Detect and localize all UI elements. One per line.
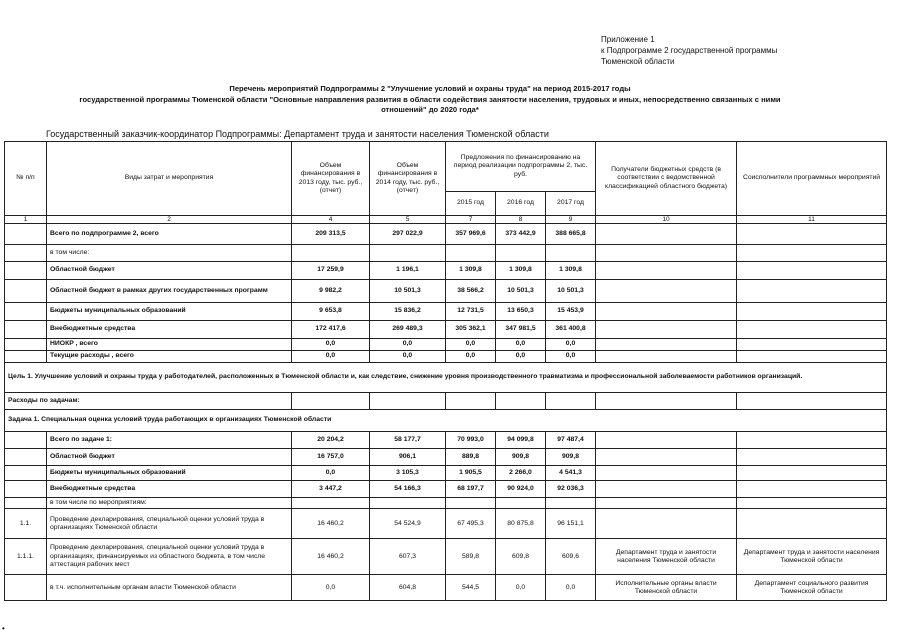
row-number (5, 280, 47, 303)
index-cell: 5 (370, 216, 446, 224)
executor: Департамент социального развития Тюменской области (737, 575, 887, 601)
value-2013: 3 447,2 (292, 481, 370, 498)
row-number (5, 321, 47, 339)
value-2014: 0,0 (370, 339, 446, 351)
index-cell: 11 (737, 216, 887, 224)
row-name: Областной бюджет в рамках других государственных программ (47, 280, 292, 303)
value-2017: 361 400,8 (546, 321, 596, 339)
value-2015 (446, 498, 496, 509)
value-2015: 889,8 (446, 449, 496, 466)
value-2013: 16 460,2 (292, 509, 370, 539)
value-2016: 347 981,5 (496, 321, 546, 339)
value-2013: 16 460,2 (292, 539, 370, 575)
value-2017: 92 036,3 (546, 481, 596, 498)
row-name: Бюджеты муниципальных образований (47, 303, 292, 321)
value-2015: 38 566,2 (446, 280, 496, 303)
value-2017: 4 541,3 (546, 466, 596, 481)
value-2015: 12 731,5 (446, 303, 496, 321)
value-2015: 0,0 (446, 351, 496, 363)
index-cell: 8 (496, 216, 546, 224)
value-2013: 0,0 (292, 339, 370, 351)
row-number: 1.1. (5, 509, 47, 539)
table-row (5, 466, 887, 481)
recipient (596, 449, 737, 466)
value-2016 (496, 498, 546, 509)
recipient (596, 339, 737, 351)
value-2016: 0,0 (496, 575, 546, 601)
executor (737, 321, 887, 339)
value-2014: 607,3 (370, 539, 446, 575)
table-cell (370, 393, 446, 410)
recipient (596, 280, 737, 303)
executor: Департамент труда и занятости населения Тюменской области (737, 539, 887, 575)
value-2013 (292, 245, 370, 262)
value-2016: 13 650,3 (496, 303, 546, 321)
value-2015: 1 905,5 (446, 466, 496, 481)
value-2016: 909,8 (496, 449, 546, 466)
table-row (5, 351, 887, 363)
row-number (5, 432, 47, 449)
value-2015: 67 495,3 (446, 509, 496, 539)
header-proposal: Предложения по финансированию на период реализации подпрограммы 2, тыс. руб. (446, 142, 596, 192)
header-recipients: Получатели бюджетных средств (в соответствии с ведомственной классификацией областного бюджета) (596, 142, 737, 216)
value-2017: 96 151,1 (546, 509, 596, 539)
appendix-line: к Подпрограмме 2 государственной программы (601, 46, 778, 55)
value-2013: 209 313,5 (292, 224, 370, 245)
row-name: Всего по подпрограмме 2, всего (47, 224, 292, 245)
value-2016: 0,0 (496, 351, 546, 363)
row-number (5, 575, 47, 601)
value-2014: 3 105,3 (370, 466, 446, 481)
value-2016: 1 309,8 (496, 262, 546, 280)
row-number (5, 339, 47, 351)
value-2013: 20 204,2 (292, 432, 370, 449)
executor (737, 224, 887, 245)
index-cell: 4 (292, 216, 370, 224)
appendix-note (601, 34, 777, 67)
appendix-line: Приложение 1 (601, 35, 655, 44)
value-2014: 297 022,9 (370, 224, 446, 245)
value-2013: 17 259,9 (292, 262, 370, 280)
value-2014: 15 836,2 (370, 303, 446, 321)
value-2017: 97 487,4 (546, 432, 596, 449)
margin-mark: • (2, 624, 5, 633)
table-cell (596, 393, 737, 410)
value-2014 (370, 245, 446, 262)
row-number: 1.1.1. (5, 539, 47, 575)
value-2015: 68 197,7 (446, 481, 496, 498)
value-2017: 1 309,8 (546, 262, 596, 280)
recipient (596, 498, 737, 509)
table-cell (292, 393, 370, 410)
row-number (5, 498, 47, 509)
row-name: Проведение декларирования, специальной оценки условий труда в организациях, финансируемых из областного бюджета, в том числе аттестация рабочих мест (47, 539, 292, 575)
executor (737, 303, 887, 321)
table-cell (737, 393, 887, 410)
table-row (5, 509, 887, 539)
executor (737, 509, 887, 539)
recipient (596, 321, 737, 339)
title-line: отношений" до 2020 года* (381, 105, 479, 114)
header-vol-2014: Объем финансирования в 2014 году, тыс. руб., (отчет) (370, 142, 446, 216)
row-number (5, 481, 47, 498)
value-2017: 609,6 (546, 539, 596, 575)
header-num: № п/п (5, 142, 47, 216)
executor (737, 280, 887, 303)
value-2016: 94 099,8 (496, 432, 546, 449)
table-row (5, 224, 887, 245)
recipient (596, 432, 737, 449)
index-cell: 1 (5, 216, 47, 224)
value-2017: 10 501,3 (546, 280, 596, 303)
value-2017: 15 453,9 (546, 303, 596, 321)
executor (737, 262, 887, 280)
index-cell: 9 (546, 216, 596, 224)
recipient (596, 262, 737, 280)
recipient (596, 466, 737, 481)
value-2015: 305 362,1 (446, 321, 496, 339)
table-cell (546, 393, 596, 410)
value-2016: 80 875,8 (496, 509, 546, 539)
value-2015: 544,5 (446, 575, 496, 601)
value-2016: 90 924,0 (496, 481, 546, 498)
index-cell: 2 (47, 216, 292, 224)
recipient: Исполнительные органы власти Тюменской области (596, 575, 737, 601)
value-2013: 9 982,2 (292, 280, 370, 303)
value-2014 (370, 498, 446, 509)
value-2014: 0,0 (370, 351, 446, 363)
recipient (596, 509, 737, 539)
value-2013 (292, 498, 370, 509)
table-row (5, 449, 887, 466)
header-types: Виды затрат и мероприятия (47, 142, 292, 216)
recipient (596, 351, 737, 363)
value-2015 (446, 245, 496, 262)
expenses-by-task-label: Расходы по задачам: (5, 393, 292, 410)
value-2016: 609,8 (496, 539, 546, 575)
header-2017: 2017 год (546, 192, 596, 216)
table-cell (496, 393, 546, 410)
row-name: Внебюджетные средства (47, 321, 292, 339)
value-2016 (496, 245, 546, 262)
row-name: Областной бюджет (47, 449, 292, 466)
index-cell: 10 (596, 216, 737, 224)
row-name: в т.ч. исполнительным органам власти Тюменской области (47, 575, 292, 601)
header-vol-2013: Объем финансирования в 2013 году, тыс. руб., (отчет) (292, 142, 370, 216)
value-2017: 0,0 (546, 575, 596, 601)
executor (737, 432, 887, 449)
recipient (596, 481, 737, 498)
value-2014: 269 489,3 (370, 321, 446, 339)
value-2017: 909,8 (546, 449, 596, 466)
row-name: в том числе: (47, 245, 292, 262)
value-2017 (546, 245, 596, 262)
value-2013: 0,0 (292, 466, 370, 481)
value-2013: 0,0 (292, 575, 370, 601)
row-number (5, 351, 47, 363)
row-name: Текущие расходы , всего (47, 351, 292, 363)
row-number (5, 224, 47, 245)
table-cell (446, 393, 496, 410)
table-row (5, 303, 887, 321)
row-number (5, 303, 47, 321)
row-name: Бюджеты муниципальных образований (47, 466, 292, 481)
value-2017: 0,0 (546, 339, 596, 351)
activities-table (4, 141, 887, 601)
goal-1: Цель 1. Улучшение условий и охраны труда у работодателей, расположенных в Тюменской области и, как следствие, снижение уровня производственного травматизма и профессиональной заболеваемости работников организаций. (5, 363, 887, 393)
row-name: Проведение декларирования, специальной оценки условий труда в организациях Тюменской области (47, 509, 292, 539)
recipient: Департамент труда и занятости населения Тюменской области (596, 539, 737, 575)
state-customer: Государственный заказчик-координатор Подпрограммы: Департамент труда и занятости населения Тюменской области (46, 129, 549, 139)
value-2014: 10 501,3 (370, 280, 446, 303)
row-name: НИОКР , всего (47, 339, 292, 351)
task-1: Задача 1. Специальная оценка условий труда работающих в организациях Тюменской области (5, 410, 887, 432)
value-2015: 70 993,0 (446, 432, 496, 449)
header-2016: 2016 год (496, 192, 546, 216)
value-2016: 0,0 (496, 339, 546, 351)
value-2014: 604,8 (370, 575, 446, 601)
index-cell: 7 (446, 216, 496, 224)
recipient (596, 224, 737, 245)
table-row (5, 262, 887, 280)
value-2014: 1 196,1 (370, 262, 446, 280)
value-2014: 54 166,3 (370, 481, 446, 498)
value-2016: 2 266,0 (496, 466, 546, 481)
value-2016: 373 442,9 (496, 224, 546, 245)
value-2014: 58 177,7 (370, 432, 446, 449)
executor (737, 245, 887, 262)
row-number (5, 449, 47, 466)
value-2014: 906,1 (370, 449, 446, 466)
value-2015: 589,8 (446, 539, 496, 575)
table-row (5, 339, 887, 351)
value-2017: 388 665,8 (546, 224, 596, 245)
value-2013: 172 417,6 (292, 321, 370, 339)
row-name: Всего по задаче 1: (47, 432, 292, 449)
table-row (5, 481, 887, 498)
table-row (5, 321, 887, 339)
executor (737, 481, 887, 498)
value-2015: 1 309,8 (446, 262, 496, 280)
value-2017: 0,0 (546, 351, 596, 363)
row-name: Внебюджетные средства (47, 481, 292, 498)
value-2016: 10 501,3 (496, 280, 546, 303)
row-name: в том числе по мероприятиям: (47, 498, 292, 509)
row-name: Областной бюджет (47, 262, 292, 280)
table-row (5, 432, 887, 449)
header-executors: Соисполнители программных мероприятий (737, 142, 887, 216)
table-row (5, 539, 887, 575)
value-2013: 0,0 (292, 351, 370, 363)
executor (737, 339, 887, 351)
table-row (5, 498, 887, 509)
table-row (5, 575, 887, 601)
row-number (5, 262, 47, 280)
table-row (5, 280, 887, 303)
recipient (596, 245, 737, 262)
value-2013: 16 757,0 (292, 449, 370, 466)
row-number (5, 466, 47, 481)
title-line: Перечень мероприятий Подпрограммы 2 "Улучшение условий и охраны труда" на период 2015-2017 годы (229, 84, 631, 93)
value-2017 (546, 498, 596, 509)
executor (737, 449, 887, 466)
executor (737, 498, 887, 509)
title-line: государственной программы Тюменской области "Основные направления развития в области содействия занятости населения, трудовых и иных, непосредственно связанных с ними (79, 94, 781, 104)
appendix-line: Тюменской области (601, 57, 675, 66)
value-2015: 0,0 (446, 339, 496, 351)
header-2015: 2015 год (446, 192, 496, 216)
table-row (5, 245, 887, 262)
value-2015: 357 969,6 (446, 224, 496, 245)
row-number (5, 245, 47, 262)
value-2014: 54 524,9 (370, 509, 446, 539)
document-title (40, 84, 820, 116)
executor (737, 351, 887, 363)
executor (737, 466, 887, 481)
value-2013: 9 653,8 (292, 303, 370, 321)
column-index-row (5, 216, 887, 224)
recipient (596, 303, 737, 321)
